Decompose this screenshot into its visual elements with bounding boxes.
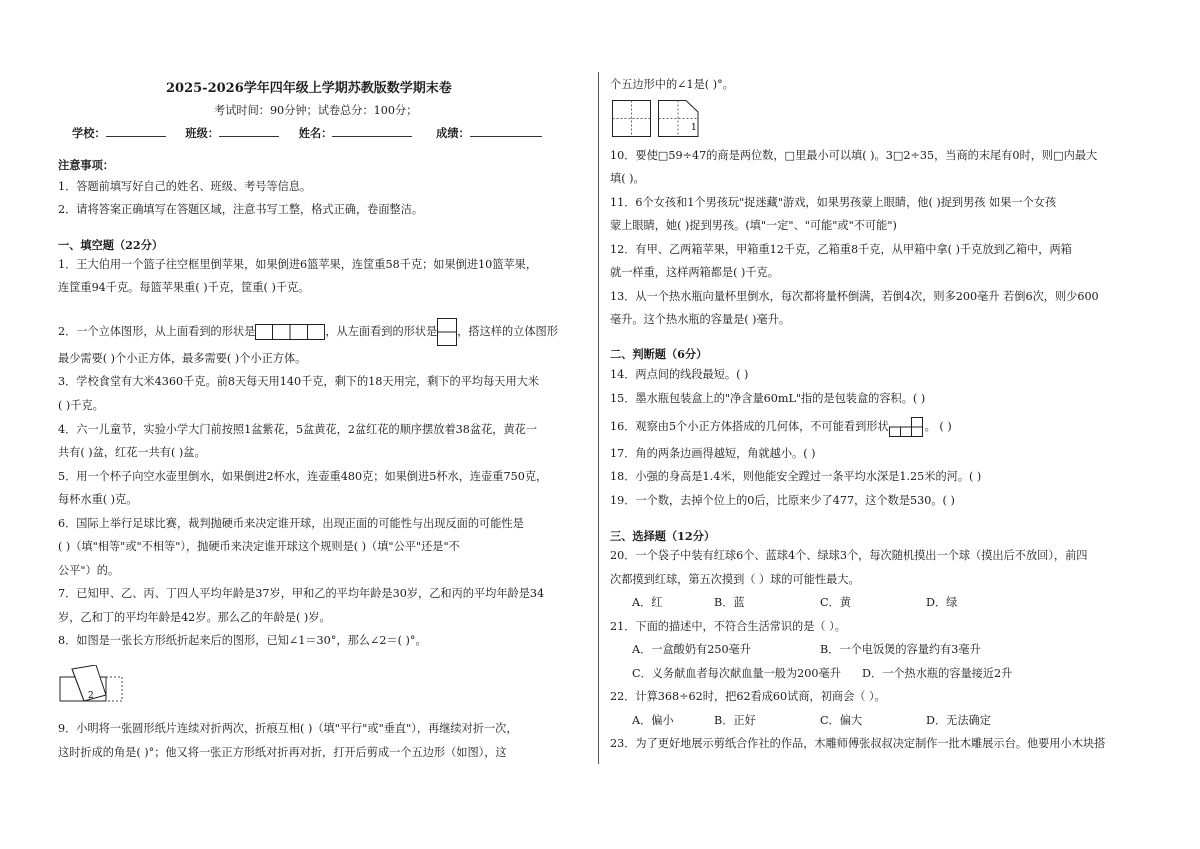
section-heading-choice: 三、选择题（12分） — [610, 529, 716, 543]
score-field[interactable] — [470, 125, 542, 137]
question-line: 蒙上眼睛，她( )捉到男孩。(填"一定"、"可能"或"不可能") — [610, 219, 897, 232]
q22-option[interactable]: C．偏大 — [820, 714, 863, 727]
question-text: 。 ( ) — [924, 420, 952, 433]
q21-option[interactable]: C．义务献血者每次献血量一般为200毫升 — [632, 667, 841, 680]
exam-title: 2025-2026学年四年级上学期苏教版数学期末卷 — [166, 81, 452, 96]
column-divider — [598, 72, 599, 764]
q21-option[interactable]: B．一个电饭煲的容量约有3毫升 — [820, 643, 981, 656]
question-line: 每杯水重( )克。 — [58, 493, 138, 506]
angle-1-label: 1 — [691, 123, 697, 133]
question-line: 14．两点间的线段最短。( ) — [610, 368, 749, 381]
angle-2-label: 2 — [88, 691, 94, 701]
square-paper-figure — [612, 100, 654, 138]
question-line: 公平"）的。 — [58, 564, 120, 577]
question-line: 6．国际上举行足球比赛，裁判抛硬币来决定谁开球，出现正面的可能性与出现反面的可能性是 — [58, 517, 524, 530]
question-2-line — [58, 318, 558, 346]
q21-option[interactable]: D．一个热水瓶的容量接近2升 — [862, 667, 1013, 680]
info-fields-row — [72, 125, 542, 140]
q21-option[interactable]: A．一盒酸奶有250毫升 — [632, 643, 751, 656]
question-line: 岁，乙和丁的平均年龄是42岁。那么乙的年龄是( )岁。 — [58, 611, 331, 624]
question-line: 21．下面的描述中，不符合生活常识的是（ ）。 — [610, 620, 846, 633]
question-line: 11．6个女孩和1个男孩玩"捉迷藏"游戏，如果男孩蒙上眼睛，他( )捉到男孩 如果一个女孩 — [610, 196, 1057, 209]
q20-option[interactable]: C．黄 — [820, 596, 851, 609]
question-line: 9．小明将一张圆形纸片连续对折两次，折痕互相( )（填"平行"或"垂直"），再继续对折一次， — [58, 722, 518, 735]
question-text: 16．观察由5个小正方体搭成的几何体，不可能看到形状 — [610, 420, 889, 433]
folded-paper-figure — [58, 665, 126, 703]
top-view-shape — [255, 324, 325, 340]
q22-option[interactable]: A．偏小 — [632, 714, 674, 727]
section-heading-fill: 一、填空题（22分） — [58, 238, 164, 252]
score-label: 成绩： — [436, 126, 470, 140]
question-line: 次都摸到红球，第五次摸到（ ）球的可能性最大。 — [610, 573, 860, 586]
question-text: ，搭这样的立体图形 — [457, 325, 558, 338]
school-field[interactable] — [106, 125, 166, 137]
question-line: ( )千克。 — [58, 399, 104, 412]
q20-option[interactable]: A．红 — [632, 596, 663, 609]
question-line: 就一样重，这样两箱都是( )千克。 — [610, 266, 779, 279]
question-line: 23．为了更好地展示剪纸合作社的作品，木雕师傅张叔叔决定制作一批木雕展示台。他要用小木块搭 — [610, 737, 1106, 750]
note-item: 1．答题前填写好自己的姓名、班级、考号等信息。 — [58, 180, 312, 193]
question-line: 10．要使□59÷47的商是两位数，□里最小可以填( )。3□2÷35，当商的末尾有0时，则□内最大 — [610, 149, 1098, 162]
question-line: 17．角的两条边画得越短，角就越小。( ) — [610, 447, 816, 460]
question-line: 22．计算368÷62时，把62看成60试商，初商会（ ）。 — [610, 690, 886, 703]
question-line: 这时折成的角是( )°；他又将一张正方形纸对折再对折，打开后剪成一个五边形（如图），这 — [58, 746, 507, 759]
question-line: ( )（填"相等"或"不相等"），抛硬币来决定谁开球这个规则是( )（填"公平"还是"不 — [58, 540, 460, 553]
note-item: 2．请将答案正确填写在答题区域，注意书写工整，格式正确，卷面整洁。 — [58, 203, 424, 216]
notes-heading: 注意事项： — [58, 158, 114, 172]
question-16-line — [610, 417, 952, 437]
question-line: 4．六一儿童节，实验小学大门前按照1盆紫花，5盆黄花，2盆红花的顺序摆放着38盆花，黄花一 — [58, 423, 538, 436]
question-line: 8．如图是一张长方形纸折起来后的图形，已知∠1＝30°，那么∠2＝( )°。 — [58, 634, 427, 647]
question-line: 1．王大伯用一个篮子往空框里倒苹果，如果倒进6篮苹果，连筐重58千克；如果倒进10篮苹果， — [58, 258, 538, 271]
left-view-shape — [437, 318, 457, 346]
pentagon-cut-figure — [658, 100, 702, 138]
q20-option[interactable]: D．绿 — [926, 596, 958, 609]
class-field[interactable] — [219, 125, 279, 137]
class-label: 班级： — [185, 126, 219, 140]
question-line: 共有( )盆，红花一共有( )盆。 — [58, 446, 206, 459]
view-shape-q16 — [889, 417, 925, 437]
school-label: 学校： — [72, 126, 106, 140]
question-line: 12．有甲、乙两箱苹果，甲箱重12千克，乙箱重8千克，从甲箱中拿( )千克放到乙箱中，两箱 — [610, 243, 1072, 256]
question-line: 15．墨水瓶包装盒上的"净含量60mL"指的是包装盒的容积。( ) — [610, 392, 926, 405]
question-line: 个五边形中的∠1是( )°。 — [610, 78, 734, 91]
question-line: 3．学校食堂有大米4360千克。前8天每天用140千克，剩下的18天用完，剩下的平均每天用大米 — [58, 375, 540, 388]
question-line: 19．一个数，去掉个位上的0后，比原来少了477，这个数是530。( ) — [610, 494, 955, 507]
q22-option[interactable]: B．正好 — [714, 714, 756, 727]
question-text: ，从左面看到的形状是 — [325, 325, 438, 338]
section-heading-judge: 二、判断题（6分） — [610, 347, 708, 361]
question-line: 7．已知甲、乙、丙、丁四人平均年龄是37岁，甲和乙的平均年龄是30岁，乙和丙的平均年龄是34 — [58, 587, 545, 600]
q20-option[interactable]: B．蓝 — [714, 596, 745, 609]
name-label: 姓名： — [298, 126, 333, 140]
question-line: 填( )。 — [610, 172, 645, 185]
question-line: 最少需要( )个小正方体，最多需要( )个小正方体。 — [58, 352, 307, 365]
exam-subtitle: 考试时间：90分钟；试卷总分：100分； — [214, 104, 418, 117]
q22-option[interactable]: D．无法确定 — [926, 714, 991, 727]
question-line: 18．小强的身高是1.4米，则他能安全蹚过一条平均水深是1.25米的河。( ) — [610, 470, 982, 483]
question-line: 5．用一个杯子向空水壶里倒水，如果倒进2杯水，连壶重480克；如果倒进5杯水，连壶重750克， — [58, 470, 548, 483]
question-line: 毫升。这个热水瓶的容量是( )毫升。 — [610, 313, 791, 326]
name-field[interactable] — [332, 125, 412, 137]
question-line: 13．从一个热水瓶向量杯里倒水，每次都将量杯倒满，若倒4次，则多200毫升 若倒6次，则少600 — [610, 290, 1099, 303]
question-line: 连筐重94千克。每篮苹果重( )千克，筐重( )千克。 — [58, 281, 310, 294]
question-line: 20．一个袋子中装有红球6个、蓝球4个、绿球3个，每次随机摸出一个球（摸出后不放回），前四 — [610, 549, 1088, 562]
question-text: 2．一个立体图形，从上面看到的形状是 — [58, 325, 256, 338]
